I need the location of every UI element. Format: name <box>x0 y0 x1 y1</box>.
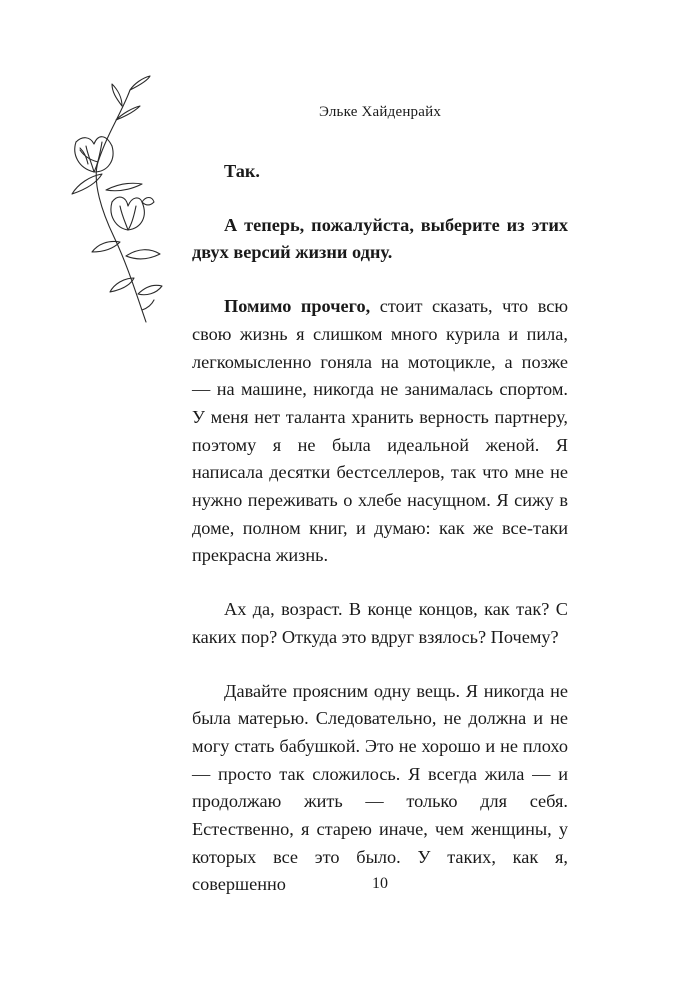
paragraph-3 <box>192 293 568 570</box>
paragraph-2: А теперь, пожалуйста, выберите из этих двух версий жизни одну. <box>192 214 568 263</box>
paragraph-3-text: стоит сказать, что всю свою жизнь я слишком много курила и пила, легкомысленно гоняла на мотоцикле, а позже — на машине, никогда не занималась спортом. У меня нет таланта хранить верность партнеру, поэтому я не была идеальной женой. Я написала десятки бестселлеров, так что мне не нужно переживать о хлебе насущном. Я сижу в доме, полном книг, и думаю: как же все-таки прекрасна жизнь. <box>192 296 568 566</box>
paragraph-1: Так. <box>224 161 260 181</box>
page-body <box>192 158 568 925</box>
running-head-author: Эльке Хайденрайх <box>318 104 442 120</box>
paragraph-4: Ах да, возраст. В конце концов, как так? С каких пор? Откуда это вдруг взялось? Почему? <box>192 599 568 647</box>
paragraph-3-lead: Помимо прочего, <box>224 296 371 317</box>
paragraph-5: Давайте проясним одну вещь. Я никогда не была матерью. Следовательно, не должна и не могу стать бабушкой. Это не хорошо и не плохо — просто так сложилось. Я всегда жила — и продолжаю жить — только для себя. Естественно, я старею иначе, чем женщины, у которых все это было. У таких, как я, совершенно <box>192 680 568 895</box>
floral-sprig-icon <box>42 72 172 332</box>
page-number: 10 <box>372 875 388 892</box>
